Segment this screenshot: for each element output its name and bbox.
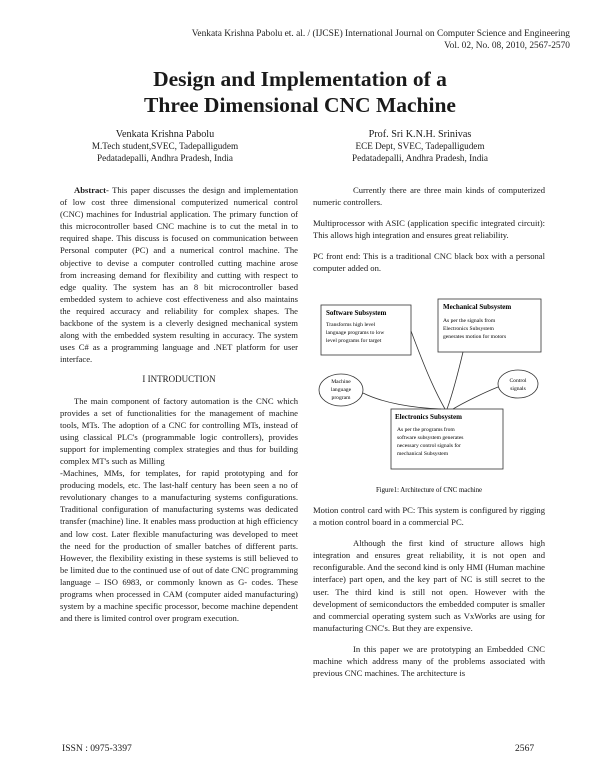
header-line-1: Venkata Krishna Pabolu et. al. / (IJCSE) International Journal on Computer Science and Engineering bbox=[191, 29, 570, 39]
abstract-text: This paper discusses the design and implementation of low cost three dimensional computerized numerical control (CNC) machines for Industrial application. The primary function of this microcontroller based CNC machine is to cut the metal in to required shape. This discuss is focused on communication between Personal computer (PC) and a numerical control machine. The objective to devise a computer controlled cutting machine arose from increasing demand for flexibility and cutting with respect to edge quality. The system has an 8 bit microcontroller based embedded system to achieve cost effectiveness and also maintains the required accuracy and reliability for complex shapes. The backbone of the system is a cleverly designed mechanical system along with the embedded system resulting in accuracy. The system uses C# as a programming language and .NET platform for user interface. bbox=[60, 185, 298, 365]
software-subsystem-line: language programs to low bbox=[326, 330, 385, 336]
left-column bbox=[60, 184, 298, 624]
right-column-bottom bbox=[313, 504, 545, 679]
control-signals-ellipse bbox=[498, 370, 538, 398]
author-block-2 bbox=[320, 128, 520, 164]
journal-header bbox=[192, 28, 570, 52]
control-signals-label: signals bbox=[510, 386, 526, 392]
mechanical-subsystem-line: As per the signals from bbox=[443, 318, 496, 324]
page-number: 2567 bbox=[515, 743, 535, 754]
author-affiliation: ECE Dept, SVEC, Tadepalligudem bbox=[355, 141, 485, 151]
author-block-1 bbox=[65, 128, 265, 164]
electronics-subsystem-title: Electronics Subsystem bbox=[395, 413, 462, 421]
mechanical-subsystem-line: Electronics Subsystem bbox=[443, 326, 494, 332]
electronics-subsystem-line: necessary control signals for bbox=[397, 443, 461, 449]
software-subsystem-title: Software Subsystem bbox=[326, 309, 387, 317]
author-name: Prof. Sri K.N.H. Srinivas bbox=[368, 129, 472, 140]
header-line-2: Vol. 02, No. 08, 2010, 2567-2570 bbox=[444, 41, 570, 51]
figure-caption: Figure1: Architecture of CNC machine bbox=[375, 487, 483, 494]
control-signals-label: Control bbox=[509, 378, 527, 384]
electronics-to-mechanical-connector bbox=[447, 352, 463, 409]
author-affiliation: M.Tech student,SVEC, Tadepalligudem bbox=[91, 141, 239, 151]
issn: ISSN : 0975-3397 bbox=[62, 743, 132, 754]
right-paragraph-3: PC front end: This is a traditional CNC black box with a personal computer added on. bbox=[313, 251, 545, 274]
right-column-top bbox=[313, 184, 545, 275]
intro-paragraph-1: The main component of factory automation is the CNC which provides a set of functionalities for the management of machine tools, MTs. The adoption of a CNC for controlling MTs, instead of using classical PLC's (programmable logic controllers), provides support for implementing complex strategies and thus for building complex MT's such as Milling bbox=[60, 395, 298, 466]
title-line-2: Three Dimensional CNC Machine bbox=[144, 93, 456, 117]
paper-title bbox=[0, 66, 600, 118]
abstract-label: Abstract- bbox=[74, 185, 109, 195]
control-signals-connector bbox=[453, 387, 498, 409]
right-paragraph-6: In this paper we are prototyping an Embedded CNC machine which address many of the problems associated with previous CNC machines. The architecture is bbox=[313, 643, 545, 679]
electronics-subsystem-line: mechanical Subsystem bbox=[397, 451, 449, 457]
software-subsystem-line: Transforms high level bbox=[326, 322, 376, 328]
machine-language-label: Machine bbox=[331, 379, 351, 385]
mechanical-subsystem-line: generates motion for motors bbox=[443, 334, 507, 340]
right-paragraph-2: Multiprocessor with ASIC (application specific integrated circuit): This allows high integration and ensures great reliability. bbox=[313, 218, 545, 241]
electronics-subsystem-line: As per the programs from bbox=[397, 427, 455, 433]
machine-language-label: language bbox=[330, 387, 352, 393]
author-name: Venkata Krishna Pabolu bbox=[115, 129, 215, 140]
right-paragraph-5: Although the first kind of structure allows high integration and ensures great reliability, it is not open and reconfigurable. And the second kind is only HMI (Human machine interface) part open, and the key part of NC is still secret to the user. The third kind is still not open. However with the development of semiconductors the embedded computer is smaller and commercial operating system such as VxWorks are using for manufacturing CNC's. But they are expensive. bbox=[313, 538, 545, 633]
right-paragraph-4: Motion control card with PC: This system is configured by rigging a motion control board in a commercial PC. bbox=[313, 505, 545, 528]
mechanical-subsystem-title: Mechanical Subsystem bbox=[443, 303, 512, 311]
right-paragraph-1: Currently there are three main kinds of computerized numeric controllers. bbox=[313, 185, 545, 208]
title-line-1: Design and Implementation of a bbox=[153, 67, 447, 91]
author-location: Pedatadepalli, Andhra Pradesh, India bbox=[352, 152, 488, 163]
author-location: Pedatadepalli, Andhra Pradesh, India bbox=[97, 152, 233, 163]
machine-language-label: program bbox=[331, 395, 351, 401]
intro-paragraph-2: -Machines, MMs, for templates, for rapid prototyping and for producing models, etc. The last-half century has been seen a no of revolutionary changes to a manufacturing systems configurations. Traditional configuration of manufacturing systems was dedicated transfer (machine) line. It enables mass production at high efficiency and low cost. Later flexible manufacturing was developed to meet the need for the production of smaller batches of different parts. However, the flexibility existing in these systems is still believed to be limited due to the continued use of out of date CNC programming language – ISO 6983, or commonly known as G- codes. These programs when processed in CAM (computer aided manufacturing) system by a machine specific processor, become machine dependent and there is limited control over program execution. bbox=[60, 468, 298, 624]
abstract bbox=[60, 184, 298, 365]
electronics-subsystem-line: software subsystem generates bbox=[397, 435, 464, 441]
software-subsystem-line: level programs for target bbox=[326, 338, 382, 344]
machine-language-connector bbox=[363, 393, 441, 409]
architecture-figure bbox=[313, 293, 545, 501]
section-heading-introduction: I INTRODUCTION bbox=[142, 374, 216, 385]
